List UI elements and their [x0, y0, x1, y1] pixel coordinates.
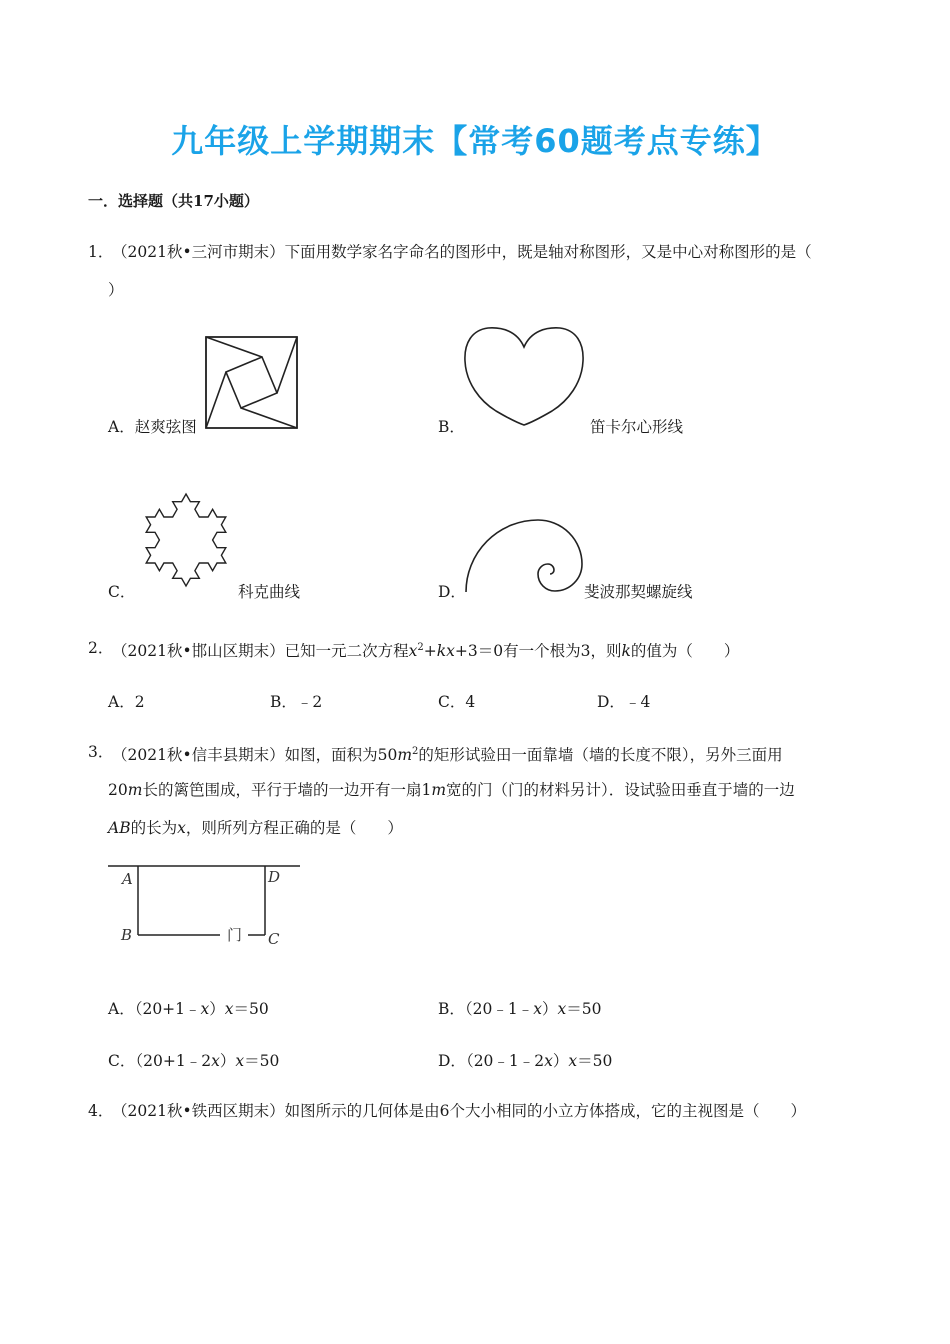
q1-option-b-letter: B．: [438, 418, 465, 436]
q1-option-c[interactable]: [108, 580, 135, 602]
q1-option-a-label: 赵爽弦图: [134, 418, 197, 436]
q1-number: 1．: [88, 243, 114, 261]
q2-option-c[interactable]: C．4: [438, 693, 476, 711]
q2-option-a[interactable]: A．2: [108, 693, 145, 711]
koch-snowflake-icon: [134, 482, 238, 594]
q3-option-c[interactable]: C．（20+1﹣2x）x＝50: [108, 1052, 280, 1070]
q3-text-line2: 20m长的篱笆围成，平行于墙的一边开有一扇1m宽的门（门的材料另计）．设试验田垂直于墙的一边: [108, 781, 795, 799]
q3-option-b[interactable]: B．（20﹣1﹣x）x＝50: [438, 1000, 602, 1018]
fibonacci-spiral-icon: [460, 516, 584, 600]
door-label: 门: [227, 926, 243, 944]
q4-number: 4．: [88, 1102, 114, 1120]
q1-option-c-letter: C．: [108, 583, 136, 601]
q2-option-b[interactable]: B．﹣2: [270, 693, 323, 711]
q3-text-line1: （2021秋•信丰县期末）如图，面积为$50m^2$的矩形试验田一面靠墙（墙的长度不限），另外三面用: [112, 746, 783, 765]
q1-text-line2: ）: [108, 281, 124, 299]
q1-option-a[interactable]: [108, 415, 197, 437]
q3-option-d[interactable]: D．（20﹣1﹣2x）x＝50: [438, 1052, 613, 1070]
q2-number: 2．: [88, 639, 114, 657]
q1-option-d-letter: D．: [438, 583, 466, 601]
section-heading: 一．选择题（共17小题）: [88, 192, 259, 210]
q3-text-line3: AB的长为x，则所列方程正确的是（ ）: [108, 819, 403, 837]
q1-option-b-label: 笛卡尔心形线: [590, 418, 684, 436]
q3-number: 3．: [88, 743, 114, 761]
q1-text-line1: （2021秋•三河市期末）下面用数学家名字命名的图形中，既是轴对称图形，又是中心对称图形的是（: [112, 243, 812, 261]
q1-option-b[interactable]: [438, 415, 465, 437]
q2-option-d[interactable]: D．﹣4: [597, 693, 651, 711]
q1-option-c-label: 科克曲线: [238, 583, 301, 601]
zhao-shuang-square-icon: [205, 336, 298, 429]
q1-option-a-letter: A．: [108, 418, 135, 436]
point-a-label: A: [122, 870, 133, 888]
page-title: 九年级上学期期末【常考60题考点专练】: [171, 122, 779, 160]
q3-option-a[interactable]: A．（20+1﹣x）x＝50: [108, 1000, 269, 1018]
q2-text: （2021秋•邯山区期末）已知一元二次方程$x^2+kx+3=0$有一个根为3，则k的值为（ ）: [112, 642, 740, 661]
cardioid-icon: [462, 325, 586, 427]
point-b-label: B: [121, 926, 133, 944]
q1-option-d-label: 斐波那契螺旋线: [584, 583, 693, 601]
point-c-label: C: [268, 930, 280, 948]
point-d-label: D: [268, 868, 281, 886]
q4-text: （2021秋•铁西区期末）如图所示的几何体是由6个大小相同的小立方体搭成，它的主视图是（ ）: [112, 1102, 806, 1120]
